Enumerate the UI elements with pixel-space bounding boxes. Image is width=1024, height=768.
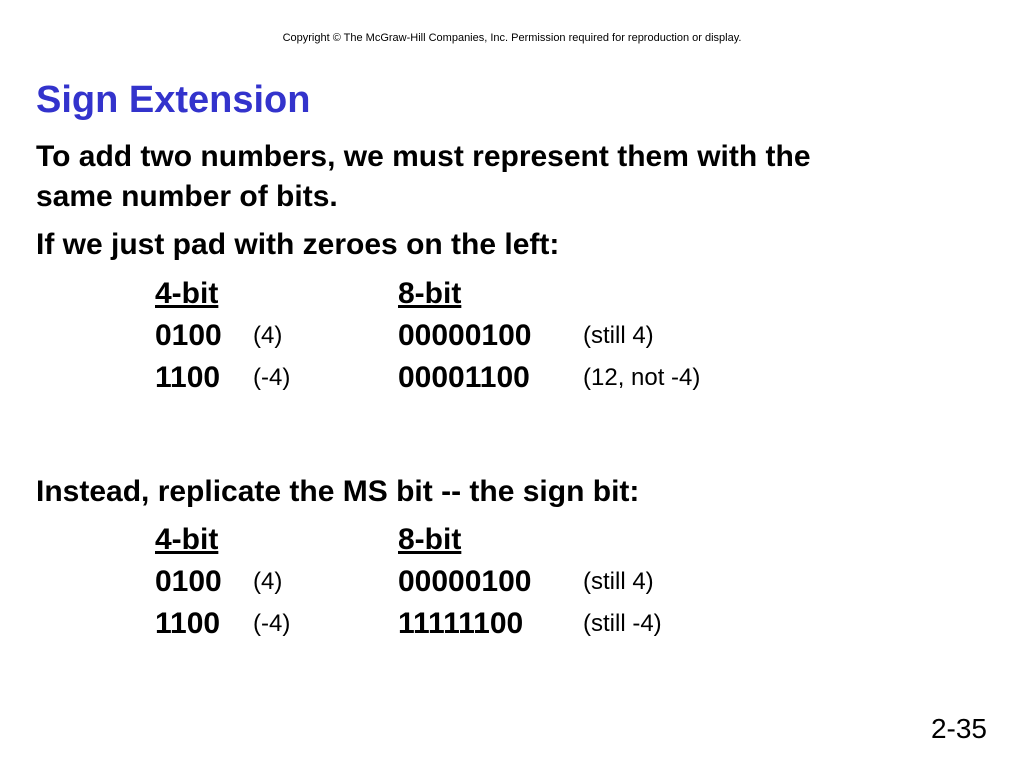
- four-bit-note: (4): [253, 568, 283, 595]
- table-row: [155, 316, 855, 358]
- eight-bit-value: 11111100: [398, 607, 524, 640]
- table-header-row: [155, 274, 855, 316]
- bullet-replicate-sign-bit: Instead, replicate the MS bit -- the sign bit:: [36, 475, 640, 508]
- four-bit-value: 0100: [155, 319, 222, 352]
- eight-bit-note: (still -4): [583, 610, 662, 637]
- table-row: [155, 358, 855, 400]
- header-8-bit: 8-bit: [398, 523, 462, 556]
- copyright-notice: Copyright © The McGraw-Hill Companies, Inc. Permission required for reproduction or display.: [282, 32, 742, 44]
- table-row: [155, 562, 855, 604]
- four-bit-value: 0100: [155, 565, 222, 598]
- table-header-row: [155, 520, 855, 562]
- header-4-bit: 4-bit: [155, 277, 219, 310]
- four-bit-value: 1100: [155, 607, 221, 640]
- four-bit-note: (4): [253, 322, 283, 349]
- table-row: [155, 604, 855, 646]
- zero-pad-table: [155, 274, 855, 400]
- slide-title: Sign Extension: [36, 79, 311, 121]
- header-4-bit: 4-bit: [155, 523, 219, 556]
- bullet-same-bits: To add two numbers, we must represent them with the same number of bits.: [36, 140, 811, 213]
- eight-bit-value: 00001100: [398, 361, 530, 394]
- header-8-bit: 8-bit: [398, 277, 462, 310]
- four-bit-note: (-4): [253, 610, 291, 637]
- eight-bit-value: 00000100: [398, 565, 532, 598]
- eight-bit-value: 00000100: [398, 319, 532, 352]
- four-bit-value: 1100: [155, 361, 221, 394]
- slide-number: 2-35: [930, 713, 987, 744]
- eight-bit-note: (still 4): [583, 568, 654, 595]
- bullet-pad-zeroes: If we just pad with zeroes on the left:: [36, 228, 560, 261]
- sign-extend-table: [155, 520, 855, 646]
- eight-bit-note: (still 4): [583, 322, 654, 349]
- four-bit-note: (-4): [253, 364, 291, 391]
- eight-bit-note: (12, not -4): [583, 364, 701, 391]
